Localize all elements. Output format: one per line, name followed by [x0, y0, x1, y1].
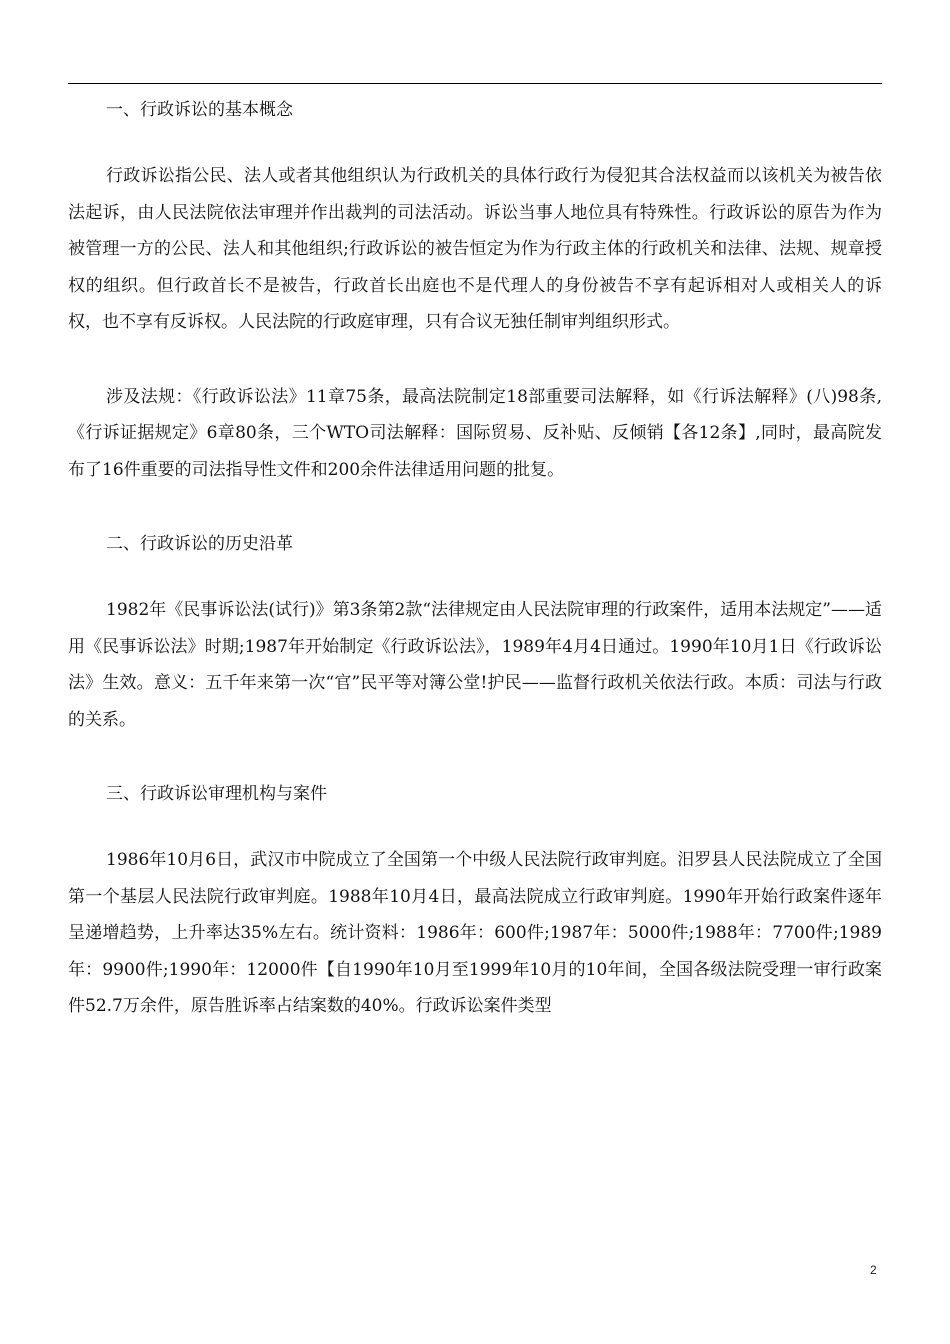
- section-heading-2: 二、行政诉讼的历史沿革: [106, 534, 293, 554]
- section-1-paragraph-2: 涉及法规：《行政诉讼法》11章75条，最高法院制定18部重要司法解释，如《行诉法解释》(八)98条,《行诉证据规定》6章80条，三个WTO司法解释：国际贸易、反补贴、反倾销【各12条】,同时，最高院发布了16件重要的司法指导性文件和200余件法律适用问题的批复。: [68, 386, 882, 480]
- section-heading-3: 三、行政诉讼审理机构与案件: [106, 784, 327, 804]
- section-heading-1: 一、行政诉讼的基本概念: [106, 100, 293, 120]
- section-3-paragraph-1: 1986年10月6日，武汉市中院成立了全国第一个中级人民法院行政审判庭。汨罗县人民法院成立了全国第一个基层人民法院行政审判庭。1988年10月4日，最高法院成立行政审判庭。1990年开始行政案件逐年呈递增趋势，上升率达35%左右。统计资料：1986年：600件;1987年：5000件;1988年：7700件;1989年：9900件;1990年：12000件【自1990年10月至1999年10月的10年间，全国各级法院受理一审行政案件52.7万余件，原告胜诉率占结案数的40%。行政诉讼案件类型: [68, 850, 882, 1016]
- document-body: [68, 92, 882, 1025]
- header-rule: [68, 83, 882, 84]
- section-2-paragraph-1: 1982年《民事诉讼法(试行)》第3条第2款“法律规定由人民法院审理的行政案件，适用本法规定”——适用《民事诉讼法》时期;1987年开始制定《行政诉讼法》，1989年4月4日通过。1990年10月1日《行政诉讼法》生效。意义：五千年来第一次“官”民平等对簿公堂!护民——监督行政机关依法行政。本质：司法与行政的关系。: [68, 600, 882, 730]
- section-1-paragraph-1: 行政诉讼指公民、法人或者其他组织认为行政机关的具体行政行为侵犯其合法权益而以该机关为被告依法起诉，由人民法院依法审理并作出裁判的司法活动。诉讼当事人地位具有特殊性。行政诉讼的原告为作为被管理一方的公民、法人和其他组织;行政诉讼的被告恒定为作为行政主体的行政机关和法律、法规、规章授权的组织。但行政首长不是被告，行政首长出庭也不是代理人的身份被告不享有起诉相对人或相关人的诉权，也不享有反诉权。人民法院的行政庭审理，只有合议无独任制审判组织形式。: [68, 166, 882, 332]
- page-number: 2: [870, 1263, 877, 1277]
